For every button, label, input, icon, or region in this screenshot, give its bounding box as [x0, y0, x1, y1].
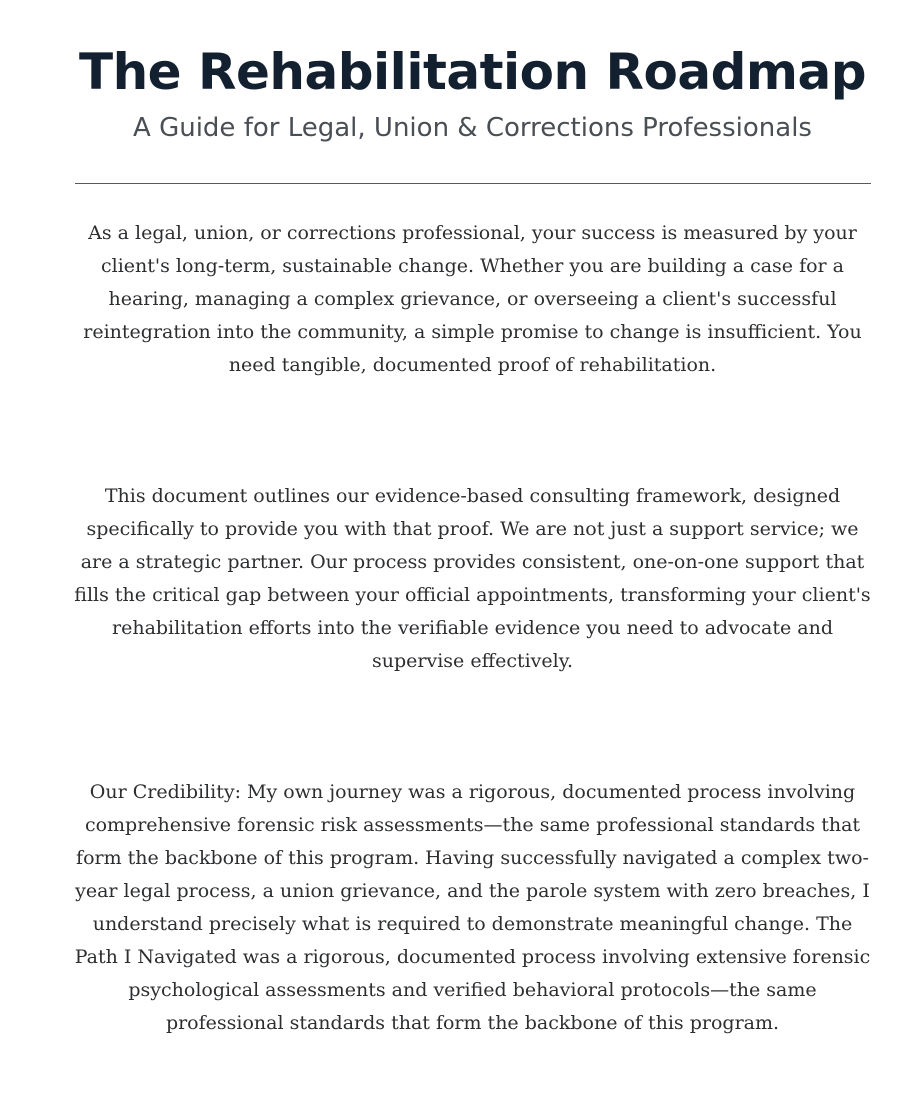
header-divider [75, 183, 871, 184]
credibility-paragraph: Our Credibility: My own journey was a rigorous, documented process involving comprehensive forensic risk assessments—the same professional standards that form the backbone of this program. Having successfully navigated a complex two-year legal process, a union grievance, and the parole system with zero breaches, I understand precisely what is required to demonstrate meaningful change. The Path I Navigated was a rigorous, documented process involving extensive forensic psychological assessments and verified behavioral protocols—the same professional standards that form the backbone of this program. [74, 781, 871, 1034]
page-subtitle: A Guide for Legal, Union & Corrections Professionals [133, 113, 812, 143]
page-title: The Rehabilitation Roadmap [78, 43, 867, 101]
intro-paragraph: As a legal, union, or corrections professional, your success is measured by your client's long-term, sustainable change. Whether you are building a case for a hearing, managing a complex grievance, or overseeing a client's successful reintegration into the community, a simple promise to change is insufficient. You need tangible, documented proof of rehabilitation. [83, 222, 862, 376]
framework-paragraph: This document outlines our evidence-based consulting framework, designed specifically to provide you with that proof. We are not just a support service; we are a strategic partner. Our process provides consistent, one-on-one support that fills the critical gap between your official appointments, transforming your client's rehabilitation efforts into the verifiable evidence you need to advocate and supervise effectively. [74, 485, 871, 672]
